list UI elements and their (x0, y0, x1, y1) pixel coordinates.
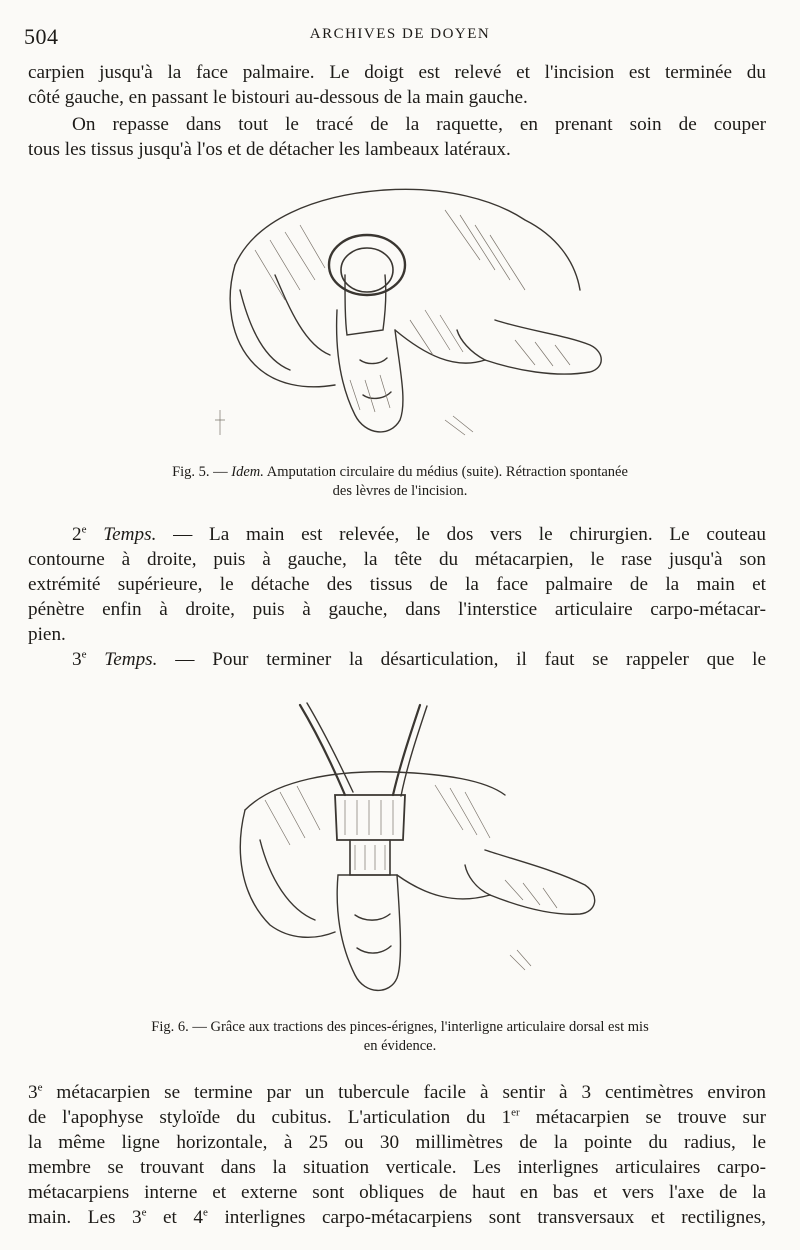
text-run: de l'apophyse styloïde du cubitus. L'articulation du 1 (28, 1107, 512, 1128)
text-line (28, 647, 766, 672)
text-line (28, 1105, 766, 1130)
figure-5-caption (60, 463, 740, 501)
text-run: — Pour terminer la désarticulation, il faut se rappeler que le (157, 649, 766, 670)
text-line: extrémité supérieure, le détache des tissus de la face palmaire de la main et (28, 574, 766, 595)
paragraph-2 (28, 112, 766, 162)
text-line: contourne à droite, puis à gauche, la tête du métacarpien, le rase jusqu'à son (28, 549, 766, 570)
caption-italic: Idem. (231, 464, 264, 480)
ordinal-suffix: er (511, 1106, 520, 1119)
caption-text: en évidence. (363, 1038, 437, 1054)
paragraph-3 (28, 522, 766, 647)
figure-6-illustration (205, 700, 605, 1005)
caption-label: Fig. 5. — (172, 464, 232, 480)
running-head: ARCHIVES DE DOYEN (309, 26, 491, 42)
ordinal-suffix: e (37, 1081, 43, 1094)
section-word: Temps. (103, 524, 157, 545)
text-run: — La main est relevée, le dos vers le chirurgien. Le couteau (156, 524, 767, 545)
hand-amputation-drawing (195, 180, 615, 455)
hand-retractor-drawing (205, 700, 605, 1005)
paragraph-1 (28, 60, 766, 110)
text-line: tous les tissus jusqu'à l'os et de détacher les lambeaux latéraux. (28, 139, 511, 160)
ordinal-suffix: e (141, 1206, 147, 1219)
text-line: membre se trouvant dans la situation verticale. Les interlignes articulaires carpo- (28, 1157, 766, 1178)
text-run: métacarpien se trouve sur (519, 1107, 766, 1128)
ordinal-suffix: e (203, 1206, 208, 1219)
text-line: métacarpiens interne et externe sont obliques de haut en bas et vers l'axe de la (28, 1182, 766, 1203)
text-line: carpien jusqu'à la face palmaire. Le doigt est relevé et l'incision est terminée du (28, 62, 766, 83)
section-word: Temps. (104, 649, 158, 670)
text-line: côté gauche, en passant le bistouri au-dessous de la main gauche. (28, 87, 528, 108)
ordinal: 3 (28, 1082, 38, 1103)
text-run: main. Les 3 (28, 1207, 142, 1228)
text-line: pénètre enfin à droite, puis à gauche, dans l'interstice articulaire carpo-métacar- (28, 599, 766, 620)
page-header (24, 24, 776, 50)
text-line: pien. (28, 624, 66, 645)
text-line: la même ligne horizontale, à 25 ou 30 millimètres de la pointe du radius, le (28, 1132, 766, 1153)
text-line (28, 1080, 766, 1105)
text-run: interlignes carpo-métacarpiens sont transversaux et rectilignes, (207, 1207, 766, 1228)
ordinal-suffix: e (81, 648, 87, 661)
ordinal: 3 (72, 649, 82, 670)
figure-5-illustration (195, 180, 615, 455)
caption-text: des lèvres de l'incision. (332, 483, 468, 499)
paragraph-4 (28, 647, 766, 672)
caption-text: Amputation circulaire du médius (suite). Rétraction spontanée (263, 464, 628, 480)
text-run: et 4 (146, 1207, 204, 1228)
figure-6-caption (40, 1018, 760, 1056)
text-line (28, 522, 766, 547)
text-line (28, 1205, 766, 1230)
ordinal: 2 (72, 524, 82, 545)
ordinal-suffix: e (81, 523, 87, 536)
paragraph-5 (28, 1080, 766, 1230)
text-line: On repasse dans tout le tracé de la raquette, en prenant soin de couper (72, 114, 766, 135)
caption-text: Fig. 6. — Grâce aux tractions des pinces-érignes, l'interligne articulaire dorsal est mis (151, 1019, 649, 1035)
page-number: 504 (24, 24, 59, 49)
text-run: métacarpien se termine par un tubercule facile à sentir à 3 centimètres environ (42, 1082, 766, 1103)
